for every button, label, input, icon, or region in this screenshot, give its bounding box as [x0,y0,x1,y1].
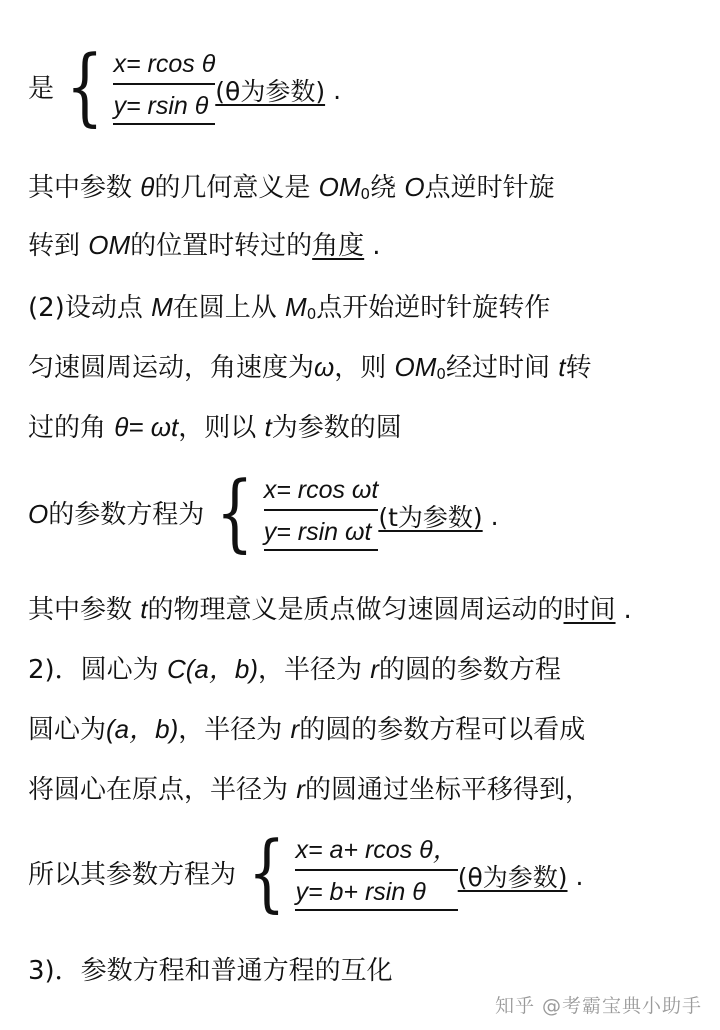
left-brace: { [216,463,254,561]
system-3-lead: 所以其参数方程为 [28,859,237,890]
period: . [575,861,584,891]
paragraph-line: 其中参数 θ的几何意义是 $OM_0$绕 O点逆时针旋 [28,172,555,203]
left-brace: { [66,37,104,135]
paragraph-line: 圆心为(a，b)，半径为 r的圆的参数方程可以看成 [28,714,586,745]
system-2-equations [264,473,379,551]
paragraph-line: 过的角 θ= ωt，则以 t为参数的圆 [28,412,402,443]
period: . [333,75,342,105]
left-brace: { [248,823,286,921]
parameter-note: (t为参数) [378,503,483,532]
period: . [490,501,499,531]
equation-y: y= rsin θ [113,85,215,125]
equation-y: y= rsin ωt [264,511,379,551]
paragraph-line: 将圆心在原点，半径为 r的圆通过坐标平移得到， [28,774,591,805]
system-1-lead: 是 [28,73,55,104]
watermark: 知乎 @考霸宝典小助手 [494,995,702,1017]
paragraph-line: 2)．圆心为 C(a，b)，半径为 r的圆的参数方程 [28,654,561,685]
paragraph-line: (2)设动点 M在圆上从 $M_0$点开始逆时针旋转作 [28,292,551,323]
paragraph-line: 转到 OM的位置时转过的角度 . [28,230,381,261]
equation-y: y= b+ rsin θ [295,871,457,911]
underlined-answer: 时间 [563,595,616,625]
equation-x: x= rcos ωt [264,473,379,511]
parameter-note: (θ为参数) [215,77,326,106]
parametric-system-1 [28,37,342,135]
underlined-answer: 角度 [312,231,365,261]
system-2-lead: O的参数方程为 [28,498,205,530]
paragraph-line: 匀速圆周运动，角速度为ω，则 $OM_0$经过时间 t转 [28,352,592,383]
section-heading: 3)．参数方程和普通方程的互化 [28,956,393,986]
equation-x: x= rcos θ [113,47,215,85]
paragraph-line: 其中参数 t的物理意义是质点做匀速圆周运动的时间 . [28,594,632,625]
system-3-equations [295,833,457,911]
parameter-note: (θ为参数) [457,863,568,892]
parametric-system-2 [28,463,499,561]
system-1-equations [113,47,215,125]
equation-x: x= a+ rcos θ， [295,833,457,871]
parametric-system-3 [28,823,584,921]
